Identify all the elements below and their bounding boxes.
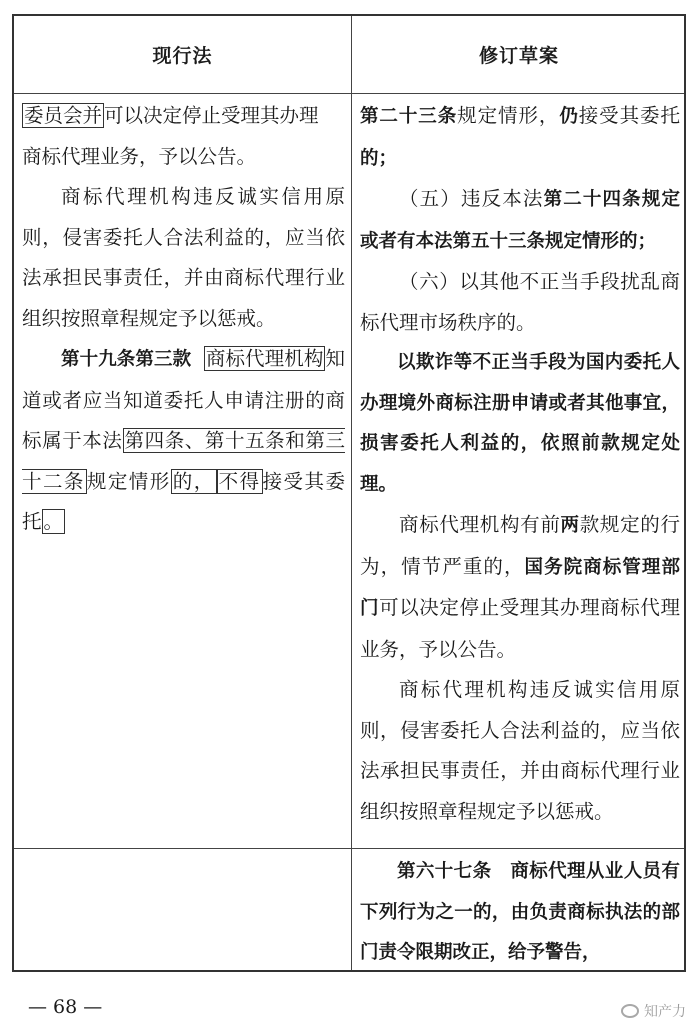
- right-para-7: 第六十七条 商标代理从业人员有下列行为之一的，由负责商标执法的部门责令限期改正，给予警告，: [360, 861, 680, 963]
- watermark-text: 知产力: [644, 1004, 686, 1020]
- right-para-2: （五）违反本法第二十四条规定或者有本法第五十三条规定情形的；: [360, 187, 680, 252]
- row-divider: [14, 848, 684, 849]
- marked-text: 商标代理机构: [205, 347, 324, 370]
- marked-text: 不得: [218, 469, 261, 493]
- right-bottom-cell: [352, 852, 686, 974]
- header-divider: [14, 93, 684, 94]
- left-cell: [14, 96, 351, 543]
- marked-text: 。: [43, 510, 64, 533]
- watermark: [621, 1001, 686, 1021]
- right-para-3: （六）以其他不正当手段扰乱商标代理市场秩序的。: [360, 270, 680, 334]
- weibo-logo-icon: [621, 1004, 639, 1018]
- right-cell: [352, 96, 686, 832]
- marked-text: 的，: [172, 469, 215, 493]
- marked-text: 委员会并: [24, 104, 103, 127]
- header-current-law: 现行法: [152, 45, 213, 67]
- marked-text: 第四条、第十五条和第三十二条: [22, 429, 345, 493]
- left-para-2: 商标代理机构违反诚实信用原则，侵害委托人合法利益的，应当依法承担民事责任，并由商标代理行业组织按照章程规定予以惩戒。: [22, 185, 345, 330]
- page-number: — 68 —: [28, 996, 103, 1018]
- comparison-table: [12, 14, 686, 972]
- right-para-4: 以欺诈等不正当手段为国内委托人办理境外商标注册申请或者其他事宜，损害委托人利益的，依照前款规定处理。: [360, 352, 680, 495]
- left-para-3: 第十九条第三款 商标代理机构 知道或者应当知道委托人申请注册的商标属于本法 第四条、第十五条和第三十二条 规定情形 的， 不得 接受其委托 。: [22, 347, 345, 533]
- right-para-1: 第二十三条规定情形，仍接受其委托的；: [360, 104, 680, 169]
- left-para-1: 委员会并 可以决定停止受理其办理 商标代理业务，予以公告。: [22, 104, 319, 168]
- header-revised-draft: 修订草案: [478, 45, 559, 67]
- right-para-5: 商标代理机构有前两款规定的行为，情节严重的，国务院商标管理部门可以决定停止受理其办理商标代理业务，予以公告。: [360, 513, 680, 661]
- right-para-6: 商标代理机构违反诚实信用原则，侵害委托人合法利益的，应当依法承担民事责任，并由商标代理行业组织按照章程规定予以惩戒。: [360, 678, 680, 823]
